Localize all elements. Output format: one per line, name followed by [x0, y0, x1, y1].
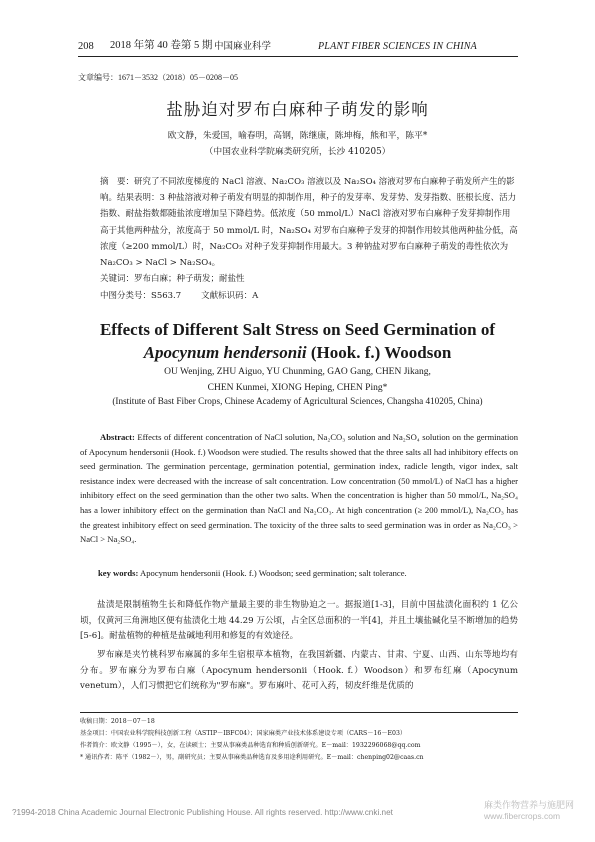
journal-title-en: PLANT FIBER SCIENCES IN CHINA [318, 41, 477, 52]
classification [100, 289, 258, 301]
title-en-species: Apocynum hendersonii [143, 343, 307, 362]
watermark-url: www.fibercrops.com [484, 811, 561, 821]
footnote-corresponding: * 通讯作者：陈平（1982－），男，副研究员；主要从事麻类品种选育及多用途利用研究。E－mail：chenping02@caas.cn [80, 754, 424, 761]
running-header [78, 33, 518, 57]
authors-en [0, 364, 595, 396]
abstract-cn-text: 研究了不同浓度梯度的 NaCl 溶液、Na₂CO₃ 溶液以及 Na₂SO₄ 溶液对罗布白麻种子萌发所产生的影响。结果表明：3 种盐溶液对种子萌发有明显的抑制作用，种子的发芽率、发芽势、发芽指数、胚根长度、活力指数、耐盐指数都随盐浓度增加呈下降趋势。低浓度（50 mmol/L）NaCl 溶液对罗布白麻种子发芽抑制作用高于其他两种盐分，浓度高于 50 mmol/L 时，Na₂SO₄ 对罗布白麻种子发芽的抑制作用较其他两种盐分低，高浓度（≥200 mmol/L）时，Na₂CO₃ 对种子发芽抑制作用最大。3 种钠盐对罗布白麻种子萌发的毒性依次为 Na₂CO₃ > NaCl > Na₂SO₄。 [100, 177, 518, 269]
footnotes [80, 712, 518, 764]
abstract-en [80, 430, 518, 547]
doc-code: 文献标识码：A [201, 291, 259, 301]
title-en-authority: (Hook. f.) Woodson [306, 343, 452, 362]
authors-en-line1: OU Wenjing, ZHU Aiguo, YU Chunming, GAO Gang, CHEN Jikang, [164, 367, 431, 377]
affiliation-cn: （中国农业科学院麻类研究所，长沙 410205） [204, 147, 391, 157]
footnote-received: 收稿日期：2018－07－18 [80, 718, 155, 725]
page-footer [0, 801, 595, 824]
affiliation-en: (Institute of Bast Fiber Crops, Chinese Academy of Agricultural Sciences, Changsha 410205, China) [112, 396, 483, 406]
authors-cn: 欧文静，朱爱国，喻春明，高钢，陈继康，陈坤梅，熊和平，陈平* [167, 131, 428, 141]
title-en-line1: Effects of Different Salt Stress on Seed Germination of [99, 320, 496, 339]
keywords-en-label: key words: [98, 568, 139, 578]
keywords-en-text: Apocynum hendersonii (Hook. f.) Woodson; seed germination; salt tolerance. [138, 568, 407, 578]
page-number: 208 [78, 41, 94, 52]
authors-en-line2: CHEN Kunmei, XIONG Heping, CHEN Ping* [207, 383, 388, 393]
article-number: 文章编号：1671－3532（2018）05－0208－05 [78, 73, 238, 82]
volume-issue: 2018 年第 40 卷第 5 期 [110, 40, 213, 51]
footnote-author: 作者简介：欧文静（1995－），女，在读硕士；主要从事麻类品种选育和种质创新研究。E－mail：1932296068@qq.com [80, 742, 421, 749]
abstract-en-label: Abstract: [100, 432, 135, 442]
body-paragraph-1: 盐渍是限制植物生长和降低作物产量最主要的非生物胁迫之一。据报道[1-3]，目前中国盐渍化面积约 1 亿公顷，仅黄河三角洲地区便有盐渍化土地 44.29 万公顷，占全区总面积的一半[4]，并且土壤盐碱化呈不断增加的趋势[5-6]。耐盐植物的种植是盐碱地利用和修复的有效途径。 [80, 600, 518, 641]
abstract-cn [100, 174, 518, 271]
body-paragraph-2: 罗布麻是夹竹桃科罗布麻属的多年生宿根草本植物，在我国新疆、内蒙古、甘肃、宁夏、山西、山东等地均有分布。罗布麻分为罗布白麻（Apocynum hendersonii（Hook. f.）Woodson）和罗布红麻（Apocynum venetum），人们习惯把它们统称为"罗布麻"。罗布麻叶、花可入药，韧皮纤维是优质的 [80, 650, 518, 691]
keywords-en [98, 568, 407, 578]
watermark-cn: 麻类作物营养与施肥网 [484, 801, 575, 811]
copyright-notice: ?1994-2018 China Academic Journal Electronic Publishing House. All rights reserved. http://www.cnki.net [12, 808, 393, 817]
paper-title-cn: 盐胁迫对罗布白麻种子萌发的影响 [166, 100, 429, 119]
paper-title-en [0, 318, 595, 364]
journal-title-cn: 中国麻业科学 [214, 41, 272, 52]
class-number: 中图分类号：S563.7 [100, 291, 182, 301]
abstract-en-text: Effects of different concentration of NaCl solution, Na₂CO₃ solution and Na₂SO₄ solution on the germination of Apocynum hendersonii (Hook. f.) Woodson were studied. The results showed that the three salts all had inhibitory effects on seed germination. The germination percentage, germination potential, germination index, radicle length, vigor index, salt resistance index were decreased with the increase of salt concentration. Low concentration (50 mmol/L) of NaCl has a higher inhibitory effect on the seed germination than the other two salts. When the concentration is higher than 50 mmol/L, Na₂SO₄ has a lower inhibitory effect on the germination than NaCl and Na₂CO₃. At high concentration (≥ 200 mmol/L), Na₂CO₃ has the greatest inhibitory effect on seed germination. The toxicity of the three salts to seed germination was in order as Na₂CO₃ > NaCl > Na₂SO₄. [80, 432, 518, 545]
keywords-cn: 关键词：罗布白麻；种子萌发；耐盐性 [100, 274, 245, 284]
footnote-funding: 基金项目：中国农业科学院科技创新工程（ASTIP－IBFC04）；国家麻类产业技术体系建设专项（CARS－16－E03） [80, 730, 407, 737]
abstract-cn-label: 摘 要： [100, 177, 135, 187]
